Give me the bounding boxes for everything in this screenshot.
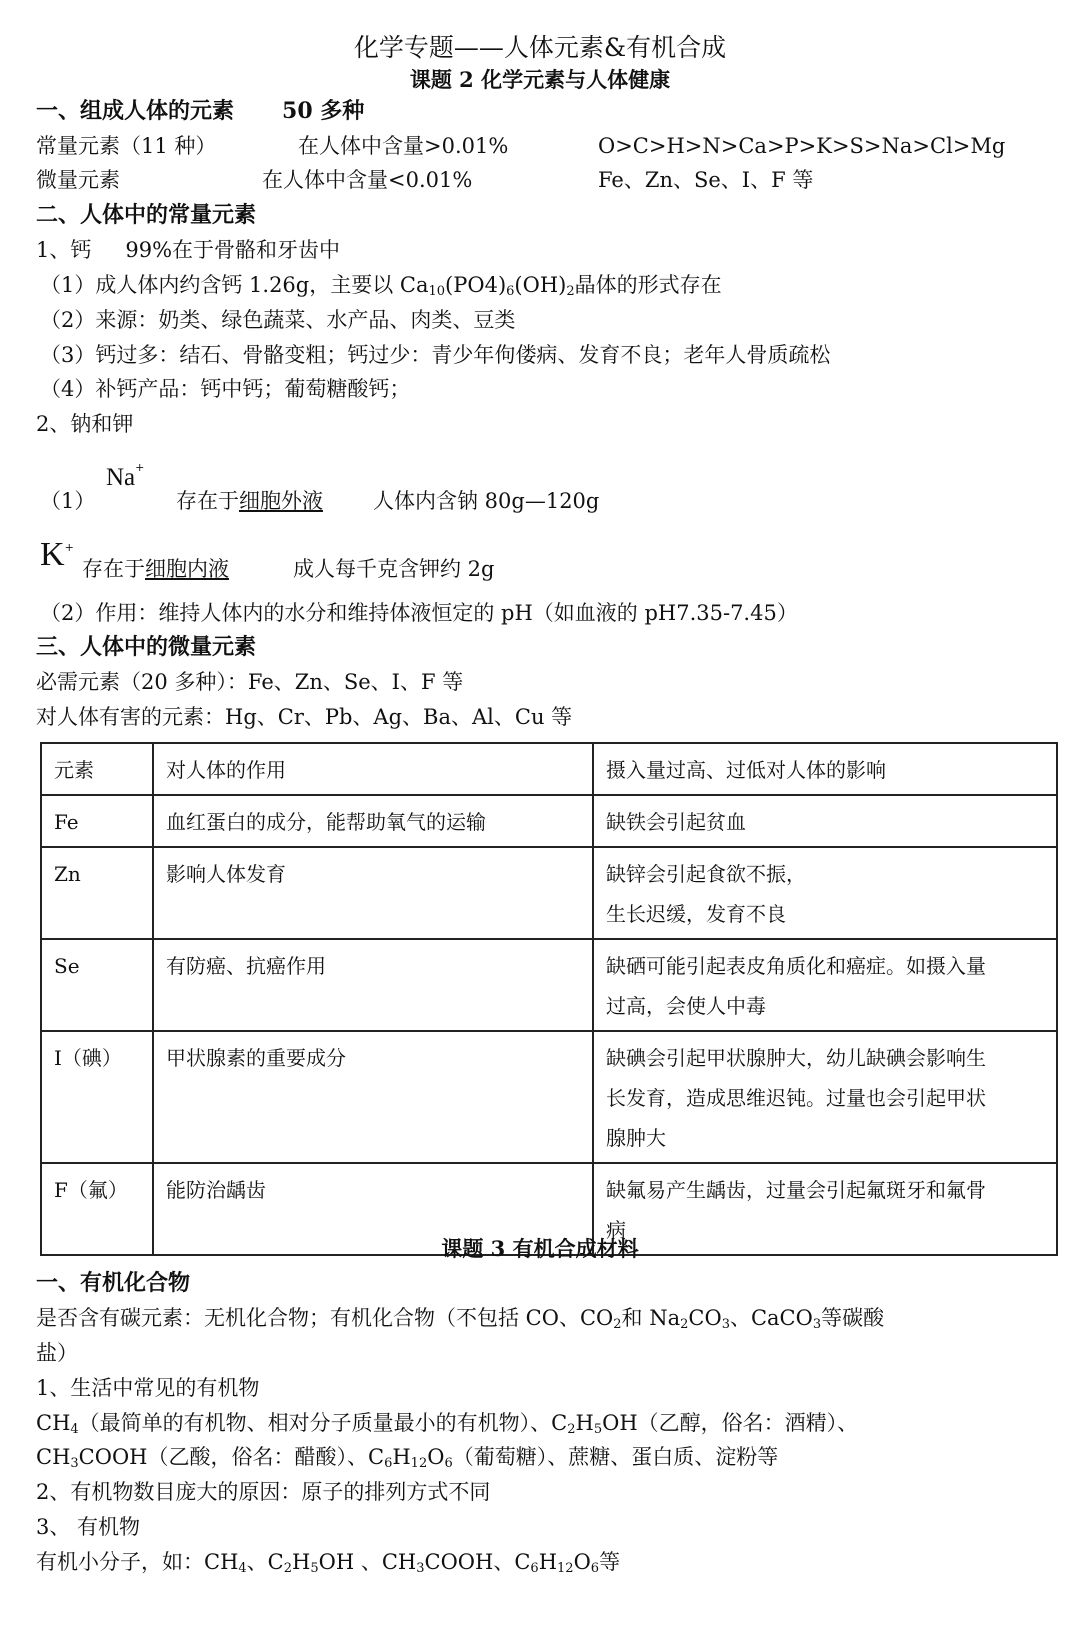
formula-sub: 5 [310,1561,319,1576]
element-table [40,742,1058,1256]
formula-part: 有机小分子，如：CH [36,1550,239,1574]
role-cell: 甲状腺素的重要成分 [153,1031,593,1163]
macro-label: 常量元素（11 种） [36,134,217,158]
sec1-heading [36,96,364,126]
k-content: 成人每千克含钾约 2g [293,557,495,581]
na-content: 人体内含钠 80g—120g [373,489,600,513]
formula-sub: 6 [444,1456,453,1471]
role-cell: 有防癌、抗癌作用 [153,939,593,1031]
formula-part: O [427,1445,445,1469]
effect-line: 缺硒可能引起表皮角质化和癌症。如摄入量 [606,954,986,978]
element-cell: F（氟） [41,1163,153,1255]
carbon-sub: 3 [721,1317,730,1332]
element-cell: Zn [41,847,153,939]
element-cell: Se [41,939,153,1031]
nak-role: （2）作用：维持人体内的水分和维持体液恒定的 pH（如血液的 pH7.35-7.45） [40,601,798,625]
ca1-sub1: 10 [428,284,446,299]
harmful-line: 对人体有害的元素：Hg、Cr、Pb、Ag、Ba、Al、Cu 等 [36,705,573,729]
ca2-line: （2）来源：奶类、绿色蔬菜、水产品、肉类、豆类 [40,308,516,332]
formula-part: O [573,1550,591,1574]
common-line2 [36,1442,778,1472]
na-symbol: Na [106,464,136,491]
na-ion [106,463,144,493]
formula-sub: 6 [530,1561,539,1576]
formula-sub: 4 [238,1561,247,1576]
sec2-heading: 二、人体中的常量元素 [36,202,257,228]
ca1-sub3: 2 [566,284,575,299]
formula-sub: 2 [283,1561,293,1576]
formula-part: 等 [599,1550,621,1574]
topic3-heading1: 一、有机化合物 [36,1270,191,1296]
topic3-title: 课题 3 有机合成材料 [441,1236,639,1261]
formula-part: COOH、C [424,1550,531,1574]
effect-line: 缺锌会引起食欲不振， [606,862,806,886]
na-line [40,486,95,516]
formula-sub: 5 [593,1422,603,1437]
formula-sub: 12 [557,1561,574,1576]
reason-line: 2、有机物数目庞大的原因：原子的排列方式不同 [36,1480,491,1504]
effect-cell [593,939,1057,1031]
formula-sub: 3 [416,1561,425,1576]
carbon-line [36,1303,884,1333]
ca-title-line [36,235,340,265]
table-row [41,939,1057,1031]
k-charge: + [64,541,74,554]
carbon-mid: 、CaCO [729,1306,813,1330]
ca1-mid2: (OH) [514,273,567,297]
effect-line: 缺碘会引起甲状腺肿大，幼儿缺碘会影响生 [606,1046,986,1070]
micro-examples: Fe、Zn、Se、I、F 等 [598,168,814,192]
na-exist: 存在于 [176,489,239,513]
formula-part: （最简单的有机物、相对分子质量最小的有机物）、C [78,1411,568,1435]
formula-part: 、C [246,1550,284,1574]
macro-line [36,131,1005,161]
formula-sub: 4 [70,1422,79,1437]
formula-part: H [575,1411,594,1435]
na-prefix: （1） [40,489,96,513]
carbon-mid: 和 Na [621,1306,681,1330]
small-molecule-line [36,1547,620,1577]
k-desc [82,554,494,584]
k-exist: 存在于 [82,557,145,581]
carbon-sub: 3 [812,1317,822,1332]
role-cell: 影响人体发育 [153,847,593,939]
ca-title: 1、钙 [36,238,92,262]
role-cell: 血红蛋白的成分，能帮助氧气的运输 [153,795,593,847]
carbon-sub: 2 [613,1317,622,1332]
essential-line: 必需元素（20 多种）：Fe、Zn、Se、I、F 等 [36,670,464,694]
effect-line: 腺肿大 [606,1126,666,1150]
formula-sub: 6 [590,1561,600,1576]
ca1-post: 晶体的形式存在 [574,273,722,297]
na-charge: + [135,461,145,474]
ca4-line: （4）补钙产品：钙中钙；葡萄糖酸钙； [40,377,411,401]
micro-label: 微量元素 [36,168,120,192]
formula-part: OH（乙醇，俗名：酒精）、 [602,1411,859,1435]
ca1-pre: （1）成人体内约含钙 1.26g，主要以 Ca [40,273,429,297]
k-symbol: K [40,536,65,573]
formula-part: CH [36,1445,71,1469]
carbon-sub: 2 [680,1317,689,1332]
ca1-sub2: 6 [506,284,515,299]
formula-part: H [292,1550,311,1574]
effect-cell [593,1031,1057,1163]
effect-line: 长发育，造成思维迟钝。过量也会引起甲状 [606,1086,986,1110]
effect-line: 过高，会使人中毒 [606,994,766,1018]
nak-title: 2、钠和钾 [36,412,134,436]
organic-title: 3、 有机物 [36,1515,141,1539]
macro-content: 在人体中含量>0.01% [298,134,509,158]
sec3-heading: 三、人体中的微量元素 [36,634,257,660]
na-location: 细胞外液 [239,489,323,513]
ca-note: 99%在于骨骼和牙齿中 [125,238,341,262]
table-header-cell: 对人体的作用 [153,743,593,795]
carbon-post: 等碳酸 [821,1306,885,1330]
main-title: 化学专题——人体元素&有机合成 [353,33,727,62]
k-line [40,536,74,573]
effect-cell [593,847,1057,939]
formula-part: H [538,1550,558,1574]
sec1-count: 50 多种 [282,98,365,124]
formula-part: H [392,1445,411,1469]
formula-part: CH [36,1411,71,1435]
effect-line: 病 [606,1218,626,1242]
role-cell: 能防治龋齿 [153,1163,593,1255]
carbon-line2: 盐） [36,1341,78,1365]
carbon-mid: CO [688,1306,722,1330]
effect-line: 缺氟易产生龋齿，过量会引起氟斑牙和氟骨 [606,1178,986,1202]
table-header-row [41,743,1057,795]
sec1-heading-text: 一、组成人体的元素 [36,98,235,124]
topic2-title: 课题 2 化学元素与人体健康 [409,67,671,92]
common-title: 1、生活中常见的有机物 [36,1376,260,1400]
k-location: 细胞内液 [145,557,229,581]
table-row [41,795,1057,847]
table-header-cell: 摄入量过高、过低对人体的影响 [593,743,1057,795]
micro-line [36,165,813,195]
effect-cell [593,795,1057,847]
effect-line: 生长迟缓，发育不良 [606,902,786,926]
ca3-line: （3）钙过多：结石、骨骼变粗；钙过少：青少年佝偻病、发育不良；老年人骨质疏松 [40,343,831,367]
micro-content: 在人体中含量<0.01% [262,168,473,192]
element-cell: Fe [41,795,153,847]
table-row [41,1031,1057,1163]
ca1-mid1: (PO4) [445,273,507,297]
formula-sub: 3 [70,1456,79,1471]
formula-part: （葡萄糖）、蔗糖、蛋白质、淀粉等 [452,1445,779,1469]
formula-sub: 12 [410,1456,428,1471]
macro-order: O>C>H>N>Ca>P>K>S>Na>Cl>Mg [598,134,1006,158]
common-line1 [36,1408,858,1438]
formula-sub: 6 [384,1456,393,1471]
element-cell: I（碘） [41,1031,153,1163]
formula-part: COOH（乙酸，俗名：醋酸）、C [78,1445,385,1469]
formula-sub: 2 [567,1422,576,1437]
carbon-pre: 是否含有碳元素：无机化合物；有机化合物（不包括 CO、CO [36,1306,614,1330]
na-desc [176,486,599,516]
formula-part: OH 、CH [318,1550,417,1574]
effect-line: 缺铁会引起贫血 [606,810,746,834]
table-row [41,847,1057,939]
ca1-line [40,270,722,300]
table-header-cell: 元素 [41,743,153,795]
